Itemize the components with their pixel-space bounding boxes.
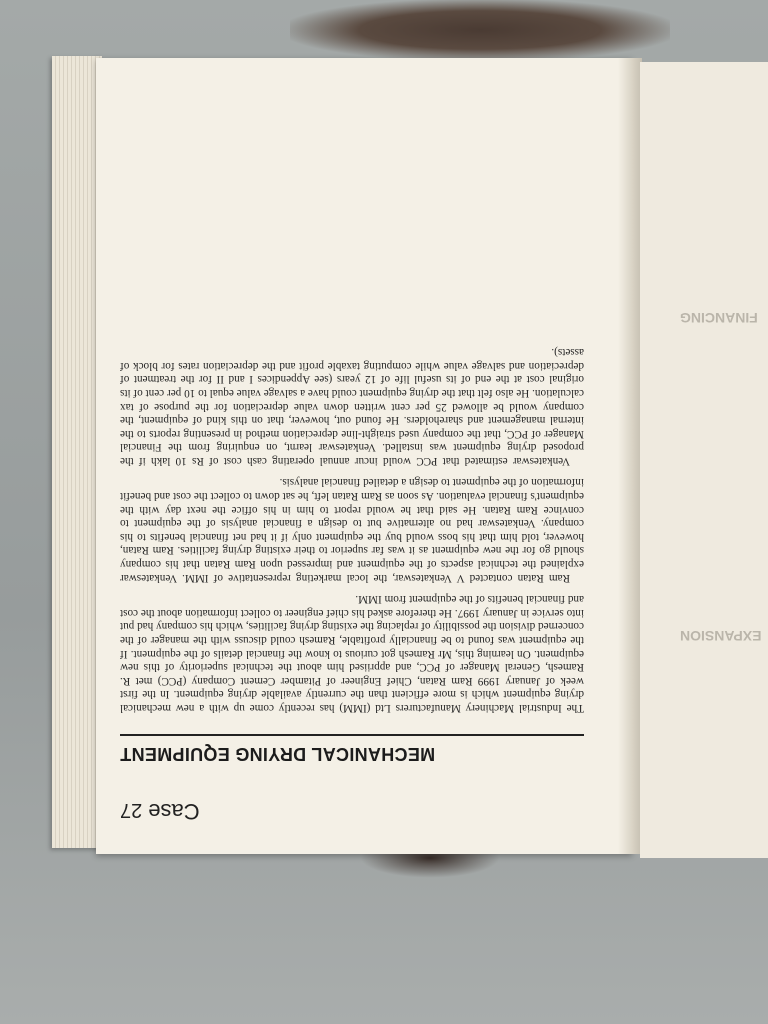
page-content-upside-down [96,58,632,854]
right-page-heading: FINANCING [680,310,758,326]
title-rule [120,734,584,736]
paragraph: Ram Ratan contacted V Venkateswar, the local marketing representative of IMM. Venkateswar explained the technical aspects of the equipment and impressed upon Ram Ratan that his company should go for the new equipment as it was far superior to their existing drying facilities. Ram Ratan, however, told him that his boss would buy the equipment only if it had net financial benefits to his company. Venkateswar had no alternative but to design a financial analysis of the equipment to convince Ram Ratan. He said that he would report to him in his office the next day with the equipment's financial evaluation. As soon as Ram Ratan left, he sat down to collect the cost and benefit information of the equipment to design a detailed financial analysis. [120,476,584,584]
paragraph: Venkateswar estimated that PCC would incur annual operating cash cost of Rs 10 lakh if the proposed drying equipment was installed. Venkateswar learnt, on enquiring from the Financial Manager of PCC, that the company used straight-line depreciation method in presenting reports to the internal management and shareholders. He found out, however, that on this kind of equipment, the company would be allowed 25 per cent written down value depreciation for the purpose of tax calculation. He also felt that the drying equipment could have a salvage value equal to 10 per cent of its original cost at the end of its useful life of 12 years (see Appendices I and II for the treatment of depreciation and salvage value while computing taxable profit and the depreciation rates for block of assets). [120,346,584,467]
paragraph: The Industrial Machinery Manufacturers Ltd (IMM) has recently come up with a new mechanical drying equipment which is more efficient than the currently available drying equipment. In the first week of January 1999 Ram Ratan, Chief Engineer of Pitamber Cement Company (PCC) met R. Ramesh, General Manager of PCC, and appriised him about the technical superiority of this new equipment. On learning this, Mr Ramesh got curious to know the financial details of the equipment. If the equipment was found to be financially profitable, Ramesh could discuss with the manager of the concerned division the possibility of replacing the existing drying facilities, which his company had put into service in January 1997. He therefore asked his chief engineer to collect information about the cost and financial benefits of the equipment from IMM. [120,593,584,714]
case-body [120,337,584,714]
right-page-heading: EXPANSION [680,628,762,644]
case-title: MECHANICAL DRYING EQUIPMENT [120,744,436,764]
case-label: Case [148,799,200,824]
case-heading [120,798,260,824]
page-edges [52,56,102,848]
right-page [640,62,768,858]
finger-shadow-top [290,0,670,60]
case-number: 27 [120,799,143,821]
